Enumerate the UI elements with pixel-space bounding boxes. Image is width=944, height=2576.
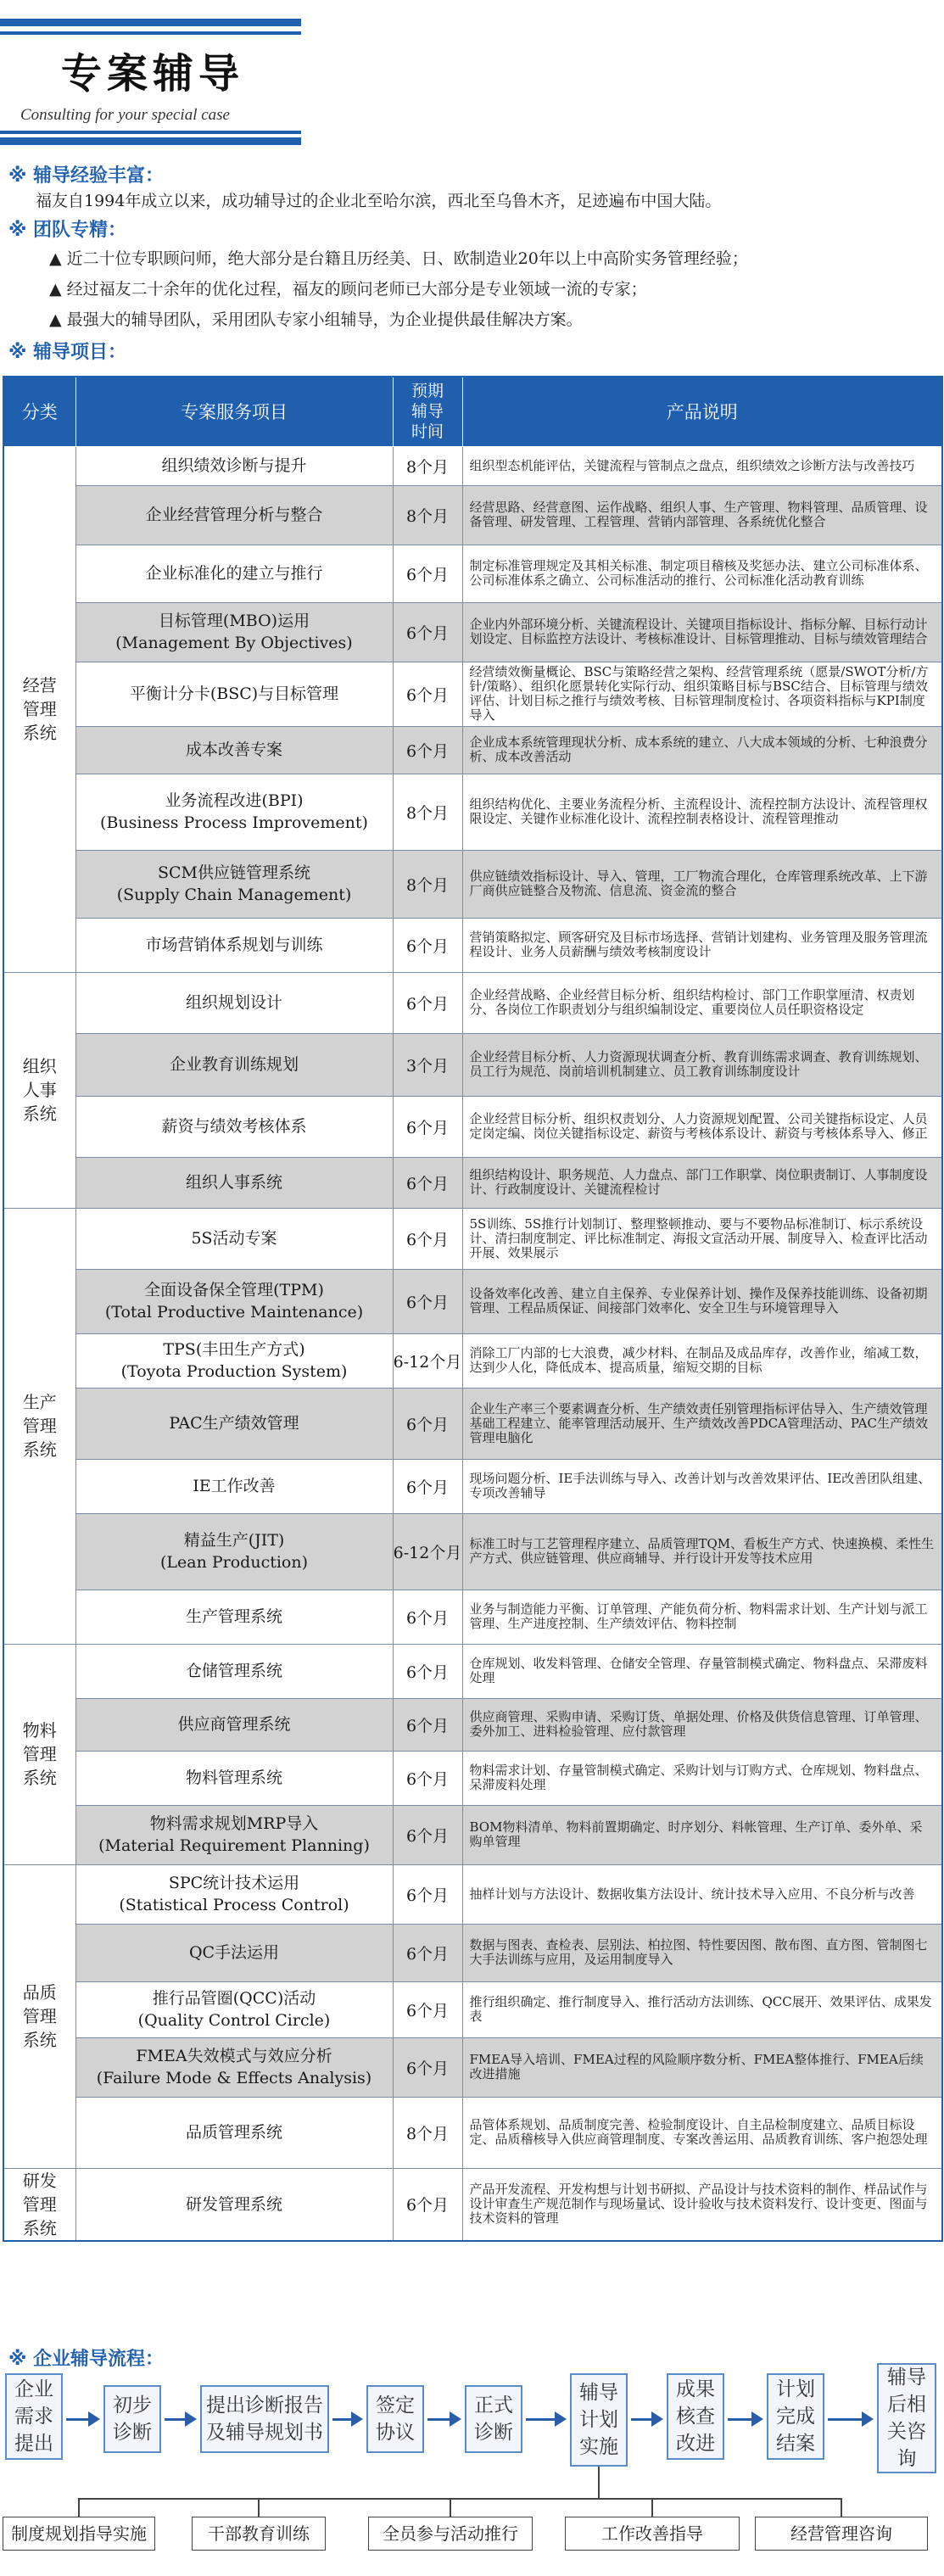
table-row [3, 2168, 942, 2241]
service-name-cell [75, 1033, 393, 1096]
service-name: TPS(丰田生产方式) [163, 1340, 305, 1359]
duration-cell: 8个月 [393, 485, 462, 545]
category-cell [3, 1208, 75, 1644]
category-label-line: 经营 [22, 675, 57, 696]
flow-step-text [676, 2376, 715, 2457]
team-item: ▲ 近二十位专职顾问师，绝大部分是台籍且历经美、日、欧制造业20年以上中高阶实务管理经验； [49, 249, 748, 268]
service-name: 5S活动专案 [191, 1229, 277, 1248]
service-name-cell [75, 2097, 393, 2168]
description-cell: 供应链绩效指标设计、导入、管理，工厂物流合理化，仓库管理系统改革、上下游厂商供应链整合及物流、信息流、资金流的整合 [462, 850, 942, 918]
duration-cell: 8个月 [393, 774, 462, 850]
service-name-cell [75, 1864, 393, 1924]
service-name-cell [75, 1157, 393, 1208]
flow-tree-line [258, 2498, 260, 2517]
flow-step-line: 提出诊断报告 [206, 2394, 323, 2417]
service-name-cell [75, 1096, 393, 1157]
flow-tree-line [78, 2498, 80, 2517]
service-name-cell [75, 485, 393, 545]
header-bottom-bar [0, 137, 301, 145]
header-top-bar-thin [0, 31, 301, 35]
description-cell: 仓库规划、收发料管理、仓储安全管理、存量管制模式确定、物料盘点、呆滞废料处理 [462, 1644, 942, 1698]
flow-sub-step: 经营管理咨询 [755, 2517, 928, 2551]
flow-step-line: 实施 [579, 2436, 618, 2458]
duration-cell: 6个月 [393, 602, 462, 662]
table-row [3, 972, 942, 1033]
category-label-line: 系统 [22, 2217, 57, 2238]
service-name: 全面设备保全管理(TPM) [144, 1281, 324, 1299]
table-row [3, 1388, 942, 1459]
category-label-line: 物料 [22, 1720, 57, 1741]
column-header-desc: 产品说明 [462, 377, 942, 446]
description-cell: FMEA导入培训、FMEA过程的风险顺序数分析、FMEA整体推行、FMEA后续改进措施 [462, 2037, 942, 2097]
table-row [3, 1981, 942, 2037]
service-name: 组织人事系统 [185, 1173, 282, 1192]
duration-cell: 6个月 [393, 1388, 462, 1459]
table-row [3, 1805, 942, 1864]
flow-tree-line [841, 2498, 842, 2517]
duration-cell: 3个月 [393, 1033, 462, 1096]
flow-sub-step: 干部教育训练 [192, 2517, 326, 2551]
flow-step-line: 需求 [14, 2406, 53, 2428]
table-row [3, 1864, 942, 1924]
category-label-line: 系统 [22, 1768, 57, 1788]
category-cell [3, 2168, 75, 2241]
service-name-cell [75, 1590, 393, 1644]
description-cell: 制定标准管理规定及其相关标准、制定项目稽核及奖惩办法、建立公司标准体系、公司标准体系之确立、公司标准活动的推行、公司标准化活动教育训练 [462, 545, 942, 602]
column-header-duration-line: 预期 [411, 382, 444, 401]
flow-connector-line [427, 2418, 451, 2421]
description-cell: 企业经营战略、企业经营目标分析、组织结构检讨、部门工作职掌厘清、权责划分、各岗位工作职责划分与组织编制设定、重要岗位人员任职资格设定 [462, 972, 942, 1033]
flow-step-line: 关咨 [887, 2421, 926, 2443]
service-name-english: (Toyota Production System) [120, 1362, 348, 1381]
flow-step-box [200, 2385, 329, 2453]
flow-step-line: 结案 [776, 2433, 815, 2455]
flow-step-line: 提出 [14, 2433, 53, 2455]
service-name-cell [75, 1333, 393, 1388]
table-row [3, 850, 942, 918]
service-name: FMEA失效模式与效应分析 [136, 2047, 332, 2065]
header-top-bar [0, 19, 301, 26]
team-heading: ※ 团队专精： [8, 220, 127, 241]
duration-cell: 6个月 [393, 2168, 462, 2241]
service-name: 成本改善专案 [185, 740, 282, 759]
header-bottom-bar-thin [0, 131, 301, 134]
service-name-cell [75, 774, 393, 850]
table-row [3, 774, 942, 850]
flow-arrow-icon [651, 2411, 663, 2427]
service-name-cell [75, 1459, 393, 1513]
description-cell: 抽样计划与方法设计、数据收集方法设计、统计技术导入应用、不良分析与改善 [462, 1864, 942, 1924]
table-row [3, 1644, 942, 1698]
category-label-line: 系统 [22, 1439, 57, 1460]
table-row [3, 1208, 942, 1269]
column-header-duration [393, 377, 462, 446]
description-cell: 企业经营目标分析、组织权责划分、人力资源规划配置、公司关键指标设定、人员定岗定编、岗位关键指标设定、薪资与考核体系设计、薪资与考核体系导入、修正 [462, 1096, 942, 1157]
description-cell: 5S训练、5S推行计划制订、整理整顿推动、要与不要物品标准制订、标示系统设计、清扫制度制定、评比标准制定、海报文宣活动开展、制度导入、检查评比活动开展、效果展示 [462, 1208, 942, 1269]
flow-step-box [5, 2373, 63, 2460]
page-subtitle: Consulting for your special case [20, 106, 230, 124]
flow-step-text [14, 2376, 53, 2457]
table-row [3, 446, 942, 485]
service-name: 目标管理(MBO)运用 [158, 612, 310, 630]
service-name: 薪资与绩效考核体系 [161, 1117, 307, 1136]
duration-cell: 6个月 [393, 1096, 462, 1157]
table-row [3, 1924, 942, 1981]
flow-tree-line [79, 2498, 841, 2500]
category-label-line: 系统 [22, 2030, 57, 2050]
service-name: 企业标准化的建立与推行 [145, 564, 323, 583]
category-label-line: 人事 [22, 1080, 57, 1100]
category-label-line: 系统 [22, 723, 57, 743]
service-name: 企业教育训练规划 [169, 1055, 299, 1074]
flow-connector-line [165, 2418, 187, 2421]
flow-sub-step: 制度规划指导实施 [3, 2517, 155, 2551]
description-cell: 设备效率化改善、建立自主保养、专业保养计划、操作及保养技能训练、设备初期管理、工程品质保证、间接部门效率化、安全卫生与环境管理导入 [462, 1269, 942, 1333]
flow-step-box [465, 2385, 522, 2453]
description-cell: 品管体系规划、品质制度完善、检验制度设计、自主品检制度建立、品质目标设定、品质稽核导入供应商管理制度、专案改善运用、品质教育训练、客户抱怨处理 [462, 2097, 942, 2168]
flow-connector-line [631, 2418, 653, 2421]
service-name: 平衡计分卡(BSC)与目标管理 [129, 685, 339, 703]
flow-step-line: 协议 [376, 2422, 415, 2444]
service-name: 品质管理系统 [185, 2123, 282, 2142]
flow-tree-line [598, 2467, 600, 2499]
service-name-english: (Supply Chain Management) [116, 886, 352, 904]
duration-cell: 6个月 [393, 662, 462, 726]
flow-step-line: 询 [897, 2448, 917, 2470]
column-header-duration-line: 辅导 [411, 402, 444, 422]
duration-cell: 6个月 [393, 726, 462, 774]
column-header-duration-line: 时间 [411, 422, 444, 442]
description-cell: 企业成本系统管理现状分析、成本系统的建立、八大成本领域的分析、七种浪费分析、成本改善活动 [462, 726, 942, 774]
service-name: SPC统计技术运用 [168, 1874, 300, 1892]
service-name-english: (Quality Control Circle) [137, 2011, 331, 2030]
flow-step-line: 企业 [14, 2378, 53, 2400]
team-item: ▲ 最强大的辅导团队，采用团队专家小组辅导，为企业提供最佳解决方案。 [49, 310, 583, 329]
flow-connector-line [332, 2418, 353, 2421]
service-name: QC手法运用 [188, 1943, 280, 1962]
flow-step-text [474, 2392, 513, 2446]
flow-connector-line [728, 2418, 753, 2421]
service-name-cell [75, 1269, 393, 1333]
table-row [3, 2097, 942, 2168]
description-cell: 产品开发流程、开发构想与计划书研拟、产品设计与技术资料的制作、样品试作与设计审查生产规范制作与现场量试、设计验收与技术资料发行、设计变更、图面与技术资料的管理 [462, 2168, 942, 2241]
description-cell: 经营绩效衡量概论、BSC与策略经营之架构、经营管理系统（愿景/SWOT分析/方针/策略）、组织化愿景转化实际行动、组织策略目标与BSC结合、目标管理与绩效评估、计划目标之推行与绩效考核、目标管理制度检讨、各项资料指标与KPI制度导入 [462, 662, 942, 726]
duration-cell: 8个月 [393, 2097, 462, 2168]
description-cell: 经营思路、经营意图、运作战略、组织人事、生产管理、物料管理、品质管理、设备管理、研发管理、工程管理、营销内部管理、各系统优化整合 [462, 485, 942, 545]
duration-cell: 6个月 [393, 2037, 462, 2097]
description-cell: 业务与制造能力平衡、订单管理、产能负荷分析、物料需求计划、生产计划与派工管理、生产进度控制、生产绩效评估、物料控制 [462, 1590, 942, 1644]
table-row [3, 602, 942, 662]
flow-step-line: 诊断 [113, 2422, 152, 2444]
flow-arrow-icon [185, 2411, 197, 2427]
service-name-english: (Failure Mode & Effects Analysis) [96, 2069, 372, 2087]
service-name-cell [75, 1388, 393, 1459]
flow-step-text [376, 2392, 415, 2446]
duration-cell: 6个月 [393, 1269, 462, 1333]
table-row [3, 1096, 942, 1157]
service-name-english: (Total Productive Maintenance) [104, 1303, 364, 1322]
service-name: 企业经营管理分析与整合 [145, 506, 323, 524]
description-cell: 物料需求计划、存量管制模式确定、采购计划与订购方式、仓库规划、物料盘点、呆滞废料处理 [462, 1751, 942, 1805]
flow-heading: ※ 企业辅导流程： [8, 2349, 165, 2370]
service-name: 推行品管圈(QCC)活动 [152, 1989, 316, 2008]
flow-step-text [579, 2379, 618, 2461]
duration-cell: 8个月 [393, 850, 462, 918]
description-cell: 组织结构设计、职务规范、人力盘点、部门工作职掌、岗位职责制订、人事制度设计、行政制度设计、关键流程检讨 [462, 1157, 942, 1208]
flow-arrow-icon [862, 2411, 874, 2427]
flow-step-box [570, 2373, 628, 2467]
flow-connector-line [828, 2418, 863, 2421]
service-name-cell [75, 602, 393, 662]
category-label-line: 管理 [22, 2193, 57, 2215]
service-name-cell [75, 972, 393, 1033]
service-name-cell [75, 1924, 393, 1981]
flow-step-line: 诊断 [474, 2422, 513, 2444]
description-cell: 标准工时与工艺管理程序建立、品质管理TQM、看板生产方式、快速换模、柔性生产方式、供应链管理、供应商辅导、并行设计开发等技术应用 [462, 1513, 942, 1590]
flow-step-line: 辅导 [579, 2382, 618, 2404]
category-label-line: 系统 [22, 1104, 57, 1124]
service-name-cell [75, 1644, 393, 1698]
flow-step-text [887, 2364, 926, 2473]
service-name-cell [75, 850, 393, 918]
table-row [3, 545, 942, 602]
table-header-row [3, 377, 942, 446]
service-name-english: (Material Requirement Planning) [98, 1836, 370, 1855]
service-name: 物料管理系统 [185, 1769, 282, 1787]
experience-heading: ※ 辅导经验丰富： [8, 165, 165, 187]
duration-cell: 6个月 [393, 1590, 462, 1644]
description-cell: 现场问题分析、IE手法训练与导入、改善计划与改善效果评估、IE改善团队组建、专项改善辅导 [462, 1459, 942, 1513]
service-name: 业务流程改进(BPI) [165, 791, 304, 810]
duration-cell: 6个月 [393, 972, 462, 1033]
flow-step-line: 核查 [676, 2406, 715, 2428]
flow-arrow-icon [450, 2411, 461, 2427]
description-cell: 数据与图表、查检表、层别法、柏拉图、特性要因图、散布图、直方图、管制图七大手法训练与应用，及运用制度导入 [462, 1924, 942, 1981]
category-cell [3, 446, 75, 972]
category-label-line: 品质 [22, 1982, 57, 2003]
flow-step-line: 改进 [676, 2433, 715, 2455]
flow-step-box [103, 2385, 161, 2453]
flow-arrow-icon [555, 2411, 567, 2427]
flow-arrow-icon [88, 2411, 100, 2427]
service-name-cell [75, 2168, 393, 2241]
table-row [3, 1269, 942, 1333]
table-row [3, 1751, 942, 1805]
description-cell: 企业生产率三个要素调查分析、生产绩效责任别管理指标评估导入、生产绩效管理基础工程建立、能率管理活动展开、生产绩效改善PDCA管理活动、PAC生产绩效管理电脑化 [462, 1388, 942, 1459]
service-name-cell [75, 1981, 393, 2037]
service-name-cell [75, 1698, 393, 1751]
category-label-line: 管理 [22, 2006, 57, 2026]
service-name-cell [75, 726, 393, 774]
table-row [3, 1459, 942, 1513]
team-item: ▲ 经过福友二十余年的优化过程，福友的顾问老师已大部分是专业领域一流的专家； [49, 280, 647, 299]
table-row [3, 662, 942, 726]
flow-step-box [366, 2385, 424, 2453]
category-cell [3, 1864, 75, 2168]
table-row [3, 1033, 942, 1096]
description-cell: 营销策略拟定、顾客研究及目标市场选择、营销计划建构、业务管理及服务管理流程设计、业务人员薪酬与绩效考核制度设计 [462, 918, 942, 972]
flow-step-line: 正式 [474, 2394, 513, 2417]
table-row [3, 1590, 942, 1644]
flow-tree-line [651, 2498, 653, 2517]
column-header-service: 专案服务项目 [75, 377, 393, 446]
service-name-cell [75, 545, 393, 602]
duration-cell: 6个月 [393, 1459, 462, 1513]
category-cell [3, 972, 75, 1208]
table-row [3, 2037, 942, 2097]
duration-cell: 6-12个月 [393, 1513, 462, 1590]
table-row [3, 1333, 942, 1388]
description-cell: 消除工厂内部的七大浪费，减少材料、在制品及成品库存，改善作业，缩减工数，达到少人化，降低成本、提高质量，缩短交期的目标 [462, 1333, 942, 1388]
flow-tree-line [450, 2498, 451, 2517]
table-row [3, 1513, 942, 1590]
service-name: 物料需求规划MRP导入 [149, 1814, 319, 1833]
column-header-category: 分类 [3, 377, 75, 446]
table-row [3, 1157, 942, 1208]
duration-cell: 6个月 [393, 918, 462, 972]
description-cell: 企业经营目标分析、人力资源现状调查分析、教育训练需求调查、教育训练规划、员工行为规范、岗前培训机制建立、员工教育训练制度设计 [462, 1033, 942, 1096]
flow-step-box [877, 2363, 936, 2473]
service-name: 仓储管理系统 [185, 1662, 282, 1680]
service-name-cell [75, 918, 393, 972]
service-name: 市场营销体系规划与训练 [145, 936, 323, 954]
table-row [3, 485, 942, 545]
flow-sub-step: 全员参与活动推行 [368, 2517, 533, 2551]
service-name-cell [75, 1751, 393, 1805]
description-cell: 供应商管理、采购申请、采购订货、单据处理、价格及供货信息管理、订单管理、委外加工、进料检验管理、应付款管理 [462, 1698, 942, 1751]
service-name-english: (Business Process Improvement) [100, 813, 368, 832]
table-row [3, 1698, 942, 1751]
flow-step-text [113, 2392, 152, 2446]
flow-step-line: 后相 [887, 2394, 926, 2416]
service-name-cell [75, 2037, 393, 2097]
service-name-cell [75, 446, 393, 485]
flow-step-line: 完成 [776, 2406, 815, 2428]
duration-cell: 8个月 [393, 446, 462, 485]
duration-cell: 6个月 [393, 1864, 462, 1924]
duration-cell: 6个月 [393, 1805, 462, 1864]
service-name: IE工作改善 [193, 1477, 276, 1495]
description-cell: BOM物料清单、物料前置期确定、时序划分、料帐管理、生产订单、委外单、采购单管理 [462, 1805, 942, 1864]
category-label-line: 管理 [22, 699, 57, 719]
duration-cell: 6个月 [393, 1208, 462, 1269]
description-cell: 组织型态机能评估，关键流程与管制点之盘点，组织绩效之诊断方法与改善技巧 [462, 446, 942, 485]
category-label-line: 研发 [22, 2170, 57, 2191]
category-label-line: 生产 [22, 1392, 57, 1412]
flow-step-line: 计划 [776, 2378, 815, 2400]
duration-cell: 6个月 [393, 1698, 462, 1751]
service-name-cell [75, 1513, 393, 1590]
duration-cell: 6个月 [393, 1924, 462, 1981]
description-cell: 组织结构优化、主要业务流程分析、主流程设计、流程控制方法设计、流程管理权限设定、关键作业标准化设计、流程控制表格设计、流程管理推动 [462, 774, 942, 850]
service-name-cell [75, 662, 393, 726]
service-name-english: (Management By Objectives) [115, 634, 353, 652]
flow-step-line: 初步 [113, 2394, 152, 2417]
duration-cell: 6个月 [393, 545, 462, 602]
flow-step-box [667, 2373, 724, 2460]
service-name: 生产管理系统 [185, 1607, 282, 1626]
service-name: 组织绩效诊断与提升 [161, 456, 307, 475]
service-name-english: (Statistical Process Control) [119, 1896, 349, 1914]
service-name: 组织规划设计 [185, 993, 282, 1012]
experience-text: 福友自1994年成立以来，成功辅导过的企业北至哈尔滨，西北至乌鲁木齐，足迹遍布中国大陆。 [36, 192, 722, 210]
flow-step-line: 签定 [376, 2394, 415, 2417]
duration-cell: 6个月 [393, 1751, 462, 1805]
duration-cell: 6个月 [393, 1981, 462, 2037]
duration-cell: 6个月 [393, 1157, 462, 1208]
flow-connector-line [66, 2418, 90, 2421]
flow-step-line: 辅导 [887, 2366, 926, 2389]
service-name-cell [75, 1208, 393, 1269]
service-name: SCM供应链管理系统 [157, 863, 310, 882]
category-label-line: 管理 [22, 1416, 57, 1436]
projects-heading: ※ 辅导项目： [8, 342, 127, 363]
service-name: 精益生产(JIT) [183, 1531, 285, 1550]
category-cell [3, 1644, 75, 1864]
service-name: PAC生产绩效管理 [169, 1414, 299, 1433]
page-title: 专案辅导 [61, 50, 245, 98]
flow-arrow-icon [351, 2411, 363, 2427]
table-row [3, 918, 942, 972]
flow-step-line: 及辅导规划书 [206, 2422, 323, 2444]
flow-step-line: 成果 [676, 2378, 715, 2400]
description-cell: 推行组织确定、推行制度导入、推行活动方法训练、QCC展开、效果评估、成果发表 [462, 1981, 942, 2037]
flow-step-text [206, 2392, 323, 2446]
category-label-line: 组织 [22, 1056, 57, 1076]
flow-step-line: 计划 [579, 2409, 618, 2431]
flow-step-box [767, 2373, 824, 2460]
duration-cell: 6个月 [393, 1644, 462, 1698]
description-cell: 企业内外部环境分析、关键流程设计、关键项目指标设计、指标分解、目标行动计划设定、目标监控方法设计、考核标准设计、目标管理推动、目标与绩效管理结合 [462, 602, 942, 662]
category-label-line: 管理 [22, 1744, 57, 1764]
service-name: 供应商管理系统 [177, 1715, 291, 1734]
service-name-cell [75, 1805, 393, 1864]
service-name-english: (Lean Production) [159, 1553, 309, 1572]
flow-connector-line [526, 2418, 556, 2421]
flow-sub-step: 工作改善指导 [565, 2517, 740, 2551]
service-name: 研发管理系统 [185, 2194, 282, 2214]
duration-cell: 6-12个月 [393, 1333, 462, 1388]
projects-table [3, 376, 943, 2242]
flow-step-text [776, 2376, 815, 2457]
flow-arrow-icon [751, 2411, 763, 2427]
table-row [3, 726, 942, 774]
